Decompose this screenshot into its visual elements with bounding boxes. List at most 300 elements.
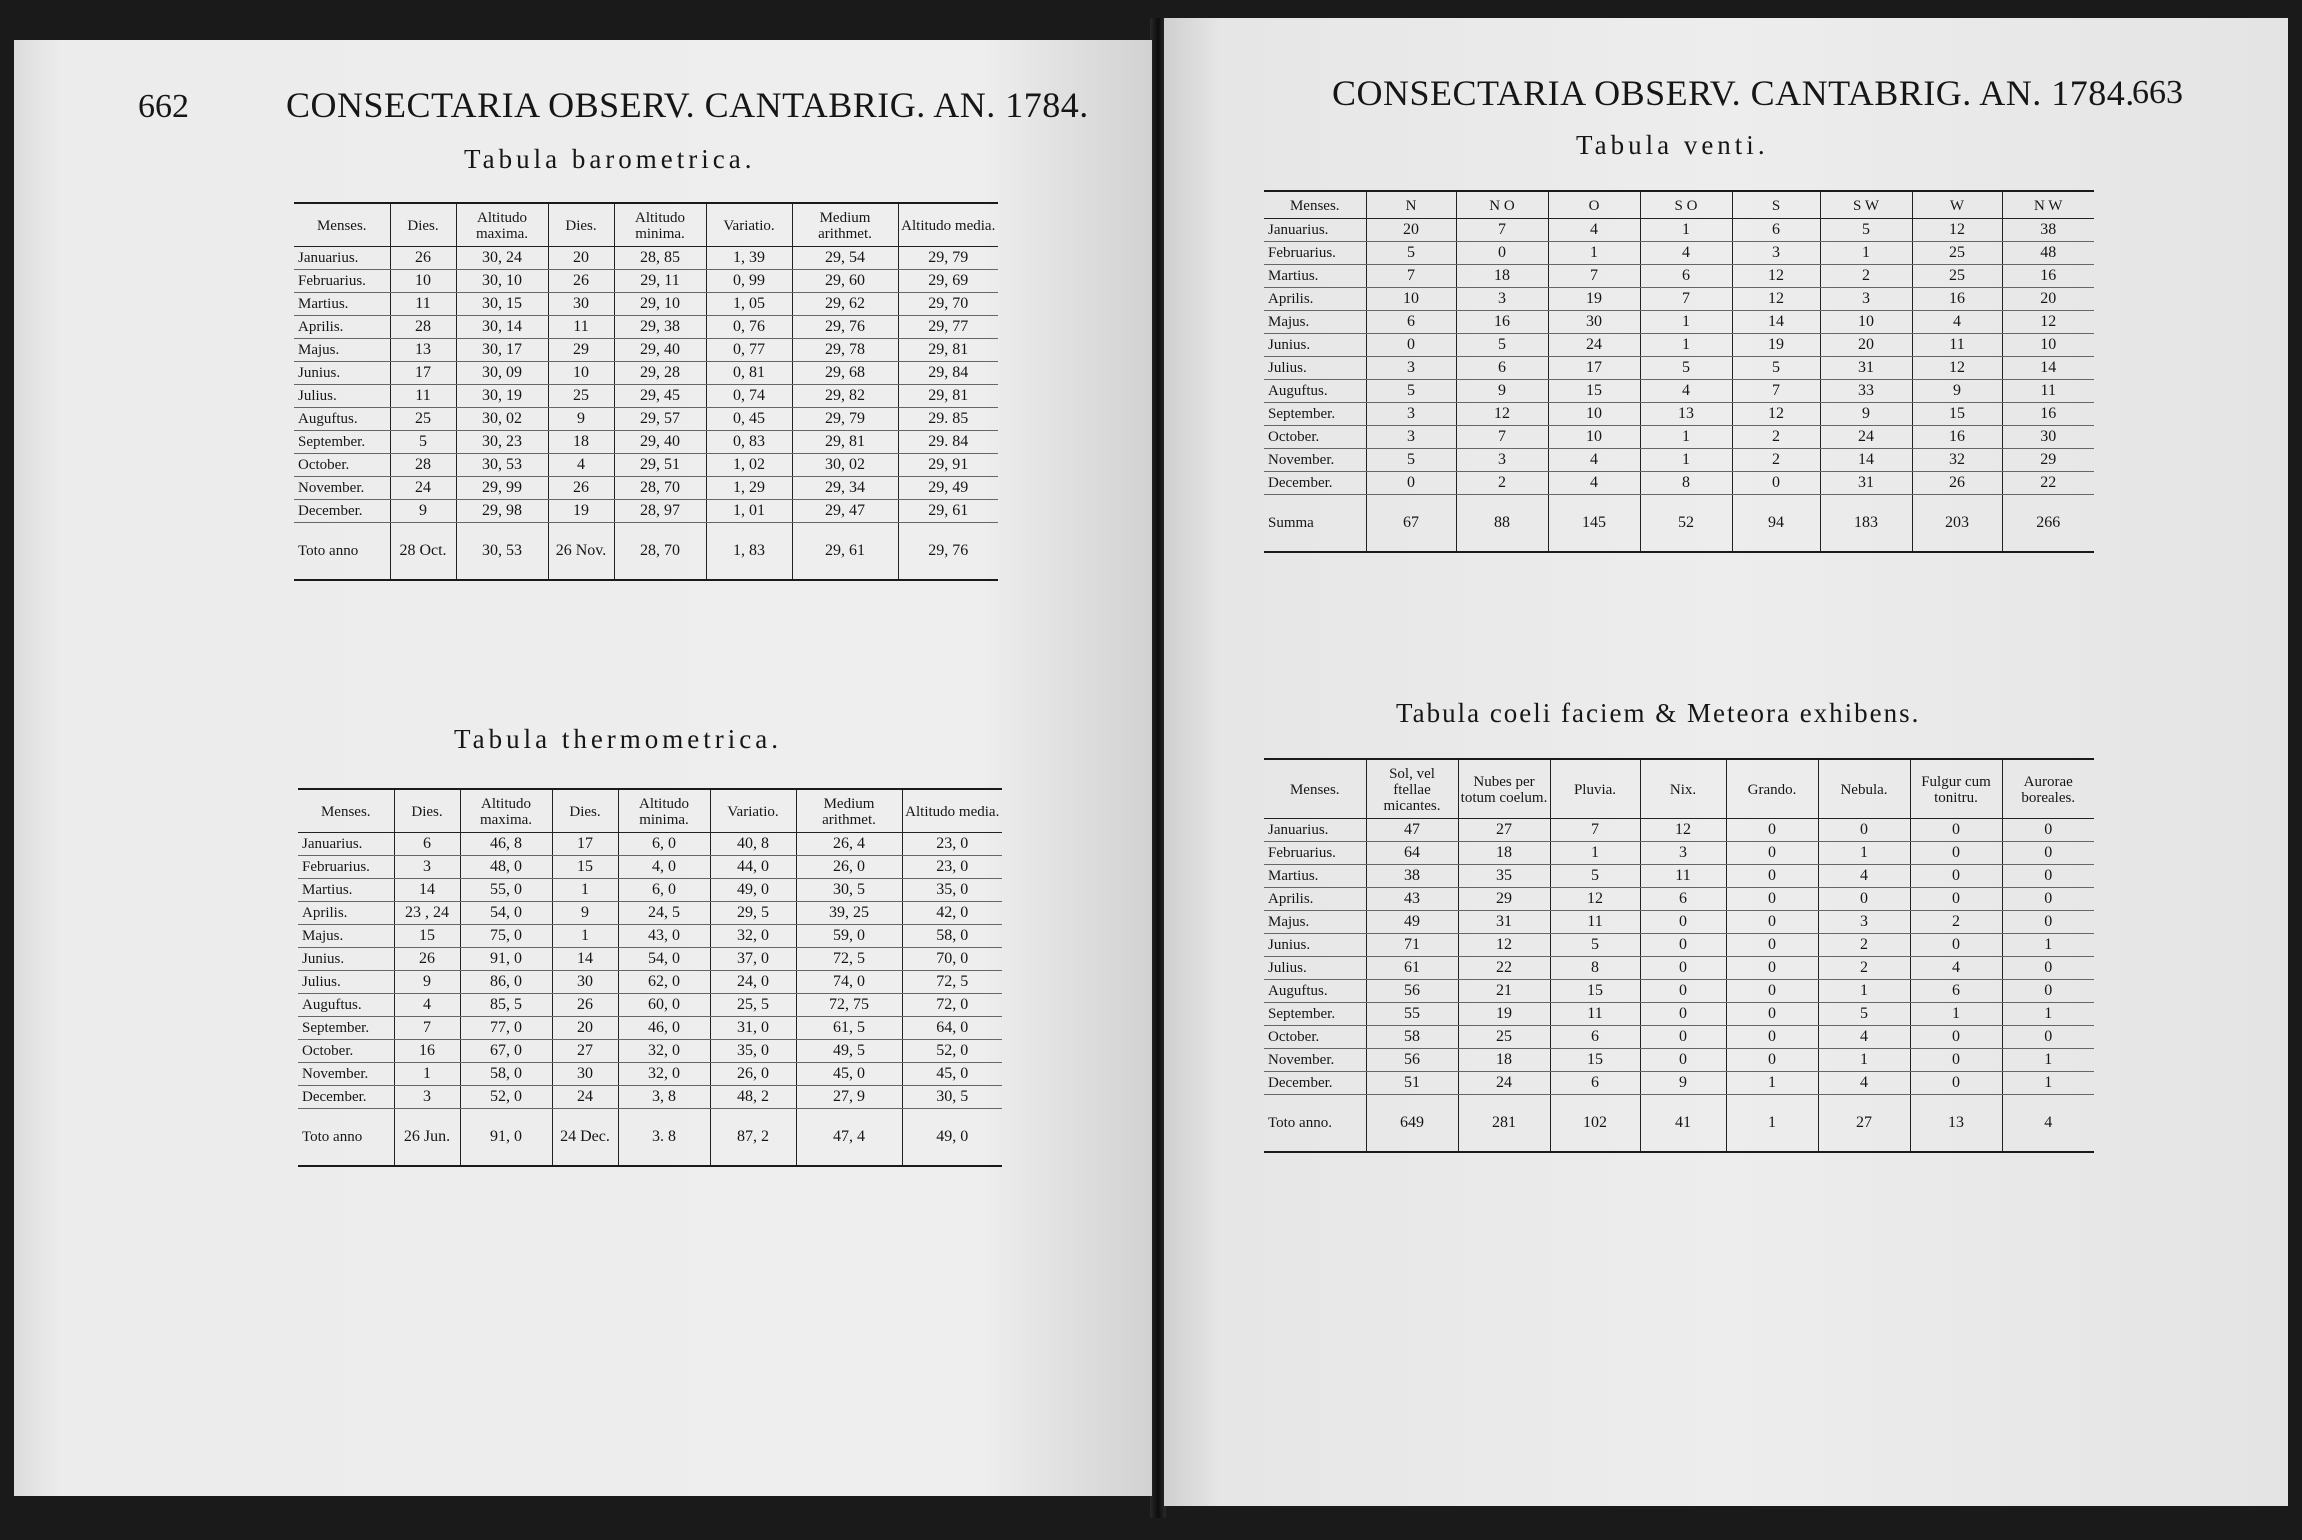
value-cell: 6 bbox=[1456, 357, 1548, 380]
table-row bbox=[294, 408, 998, 431]
value-cell: 4 bbox=[1910, 957, 2002, 980]
value-cell: 1 bbox=[1548, 242, 1640, 265]
value-cell: 26 bbox=[548, 270, 614, 293]
column-header: Altitudo maxima. bbox=[460, 789, 552, 833]
value-cell: 3 bbox=[1640, 842, 1726, 865]
value-cell: 2 bbox=[1820, 265, 1912, 288]
value-cell: 0 bbox=[1726, 957, 1818, 980]
column-header: S bbox=[1732, 191, 1820, 219]
total-cell: 67 bbox=[1366, 495, 1456, 553]
value-cell: 72, 5 bbox=[796, 948, 902, 971]
value-cell: 29, 99 bbox=[456, 477, 548, 500]
value-cell: 31 bbox=[1820, 357, 1912, 380]
table-header-row bbox=[1264, 759, 2094, 819]
value-cell: 0 bbox=[2002, 1026, 2094, 1049]
value-cell: 29, 79 bbox=[898, 247, 998, 270]
value-cell: 0 bbox=[2002, 888, 2094, 911]
total-label: Toto anno bbox=[294, 523, 390, 581]
value-cell: 0, 74 bbox=[706, 385, 792, 408]
total-cell: 203 bbox=[1912, 495, 2002, 553]
table-row bbox=[294, 477, 998, 500]
table-row bbox=[294, 454, 998, 477]
table-row bbox=[294, 500, 998, 523]
column-header: S W bbox=[1820, 191, 1912, 219]
month-cell: Martius. bbox=[1264, 265, 1366, 288]
value-cell: 4 bbox=[1548, 449, 1640, 472]
running-head: CONSECTARIA OBSERV. CANTABRIG. AN. 1784. bbox=[1332, 73, 2135, 113]
value-cell: 28, 97 bbox=[614, 500, 706, 523]
value-cell: 7 bbox=[394, 1017, 460, 1040]
value-cell: 0, 77 bbox=[706, 339, 792, 362]
value-cell: 24 bbox=[390, 477, 456, 500]
value-cell: 9 bbox=[394, 971, 460, 994]
value-cell: 29, 38 bbox=[614, 316, 706, 339]
value-cell: 29, 11 bbox=[614, 270, 706, 293]
value-cell: 29, 40 bbox=[614, 339, 706, 362]
value-cell: 59, 0 bbox=[796, 925, 902, 948]
table-row bbox=[294, 385, 998, 408]
value-cell: 1, 02 bbox=[706, 454, 792, 477]
value-cell: 24 bbox=[1548, 334, 1640, 357]
value-cell: 3 bbox=[1732, 242, 1820, 265]
value-cell: 29, 62 bbox=[792, 293, 898, 316]
total-cell: 1, 83 bbox=[706, 523, 792, 581]
value-cell: 4 bbox=[1548, 219, 1640, 242]
value-cell: 20 bbox=[1820, 334, 1912, 357]
value-cell: 0 bbox=[1640, 980, 1726, 1003]
column-header: Dies. bbox=[552, 789, 618, 833]
value-cell: 29. 84 bbox=[898, 431, 998, 454]
table-row bbox=[1264, 980, 2094, 1003]
month-cell: Junius. bbox=[294, 362, 390, 385]
value-cell: 26 bbox=[1912, 472, 2002, 495]
table-row bbox=[298, 971, 1002, 994]
month-cell: Aprilis. bbox=[298, 902, 394, 925]
total-cell: 266 bbox=[2002, 495, 2094, 553]
month-cell: Junius. bbox=[1264, 334, 1366, 357]
table-header-row bbox=[294, 203, 998, 247]
value-cell: 0, 83 bbox=[706, 431, 792, 454]
value-cell: 1 bbox=[2002, 1072, 2094, 1095]
total-cell: 145 bbox=[1548, 495, 1640, 553]
table-row bbox=[1264, 403, 2094, 426]
table-row bbox=[1264, 957, 2094, 980]
table-row bbox=[1264, 888, 2094, 911]
month-cell: Aprilis. bbox=[1264, 288, 1366, 311]
value-cell: 52, 0 bbox=[460, 1086, 552, 1109]
value-cell: 1 bbox=[1818, 1049, 1910, 1072]
value-cell: 91, 0 bbox=[460, 948, 552, 971]
total-cell: 29, 61 bbox=[792, 523, 898, 581]
table-row bbox=[294, 293, 998, 316]
column-header: N O bbox=[1456, 191, 1548, 219]
value-cell: 29, 68 bbox=[792, 362, 898, 385]
month-cell: Februarius. bbox=[294, 270, 390, 293]
value-cell: 24 bbox=[1458, 1072, 1550, 1095]
value-cell: 48, 0 bbox=[460, 856, 552, 879]
total-cell: 28 Oct. bbox=[390, 523, 456, 581]
column-header: Altitudo media. bbox=[902, 789, 1002, 833]
value-cell: 1 bbox=[394, 1063, 460, 1086]
value-cell: 30, 02 bbox=[456, 408, 548, 431]
value-cell: 0 bbox=[2002, 865, 2094, 888]
column-header: Variatio. bbox=[710, 789, 796, 833]
value-cell: 6 bbox=[1640, 888, 1726, 911]
value-cell: 51 bbox=[1366, 1072, 1458, 1095]
value-cell: 9 bbox=[552, 902, 618, 925]
month-cell: November. bbox=[1264, 449, 1366, 472]
value-cell: 0 bbox=[1640, 1026, 1726, 1049]
value-cell: 11 bbox=[548, 316, 614, 339]
value-cell: 5 bbox=[390, 431, 456, 454]
table-row bbox=[1264, 311, 2094, 334]
month-cell: Majus. bbox=[1264, 311, 1366, 334]
value-cell: 10 bbox=[1548, 403, 1640, 426]
value-cell: 9 bbox=[1912, 380, 2002, 403]
table-row bbox=[1264, 449, 2094, 472]
month-cell: October. bbox=[1264, 1026, 1366, 1049]
month-cell: October. bbox=[1264, 426, 1366, 449]
value-cell: 0 bbox=[1726, 1026, 1818, 1049]
value-cell: 11 bbox=[1550, 1003, 1640, 1026]
table-row bbox=[294, 339, 998, 362]
value-cell: 12 bbox=[1912, 219, 2002, 242]
page-number: 663 bbox=[2132, 74, 2183, 111]
value-cell: 24 bbox=[1820, 426, 1912, 449]
value-cell: 48 bbox=[2002, 242, 2094, 265]
value-cell: 0, 76 bbox=[706, 316, 792, 339]
total-cell: 281 bbox=[1458, 1095, 1550, 1153]
total-cell: 28, 70 bbox=[614, 523, 706, 581]
value-cell: 29, 81 bbox=[898, 339, 998, 362]
value-cell: 0 bbox=[1910, 1049, 2002, 1072]
value-cell: 25 bbox=[1912, 242, 2002, 265]
value-cell: 12 bbox=[1732, 403, 1820, 426]
venti-table bbox=[1264, 190, 2094, 553]
value-cell: 1 bbox=[1640, 334, 1732, 357]
value-cell: 10 bbox=[1548, 426, 1640, 449]
value-cell: 58, 0 bbox=[460, 1063, 552, 1086]
table-header-row bbox=[298, 789, 1002, 833]
total-cell: 649 bbox=[1366, 1095, 1458, 1153]
value-cell: 1 bbox=[1726, 1072, 1818, 1095]
value-cell: 29, 98 bbox=[456, 500, 548, 523]
table-row bbox=[298, 994, 1002, 1017]
column-header: N W bbox=[2002, 191, 2094, 219]
value-cell: 1 bbox=[1640, 311, 1732, 334]
value-cell: 0, 45 bbox=[706, 408, 792, 431]
value-cell: 12 bbox=[2002, 311, 2094, 334]
value-cell: 0 bbox=[2002, 819, 2094, 842]
month-cell: Julius. bbox=[1264, 957, 1366, 980]
value-cell: 7 bbox=[1548, 265, 1640, 288]
value-cell: 31, 0 bbox=[710, 1017, 796, 1040]
month-cell: November. bbox=[298, 1063, 394, 1086]
value-cell: 8 bbox=[1550, 957, 1640, 980]
value-cell: 42, 0 bbox=[902, 902, 1002, 925]
value-cell: 0 bbox=[1726, 865, 1818, 888]
column-header: Pluvia. bbox=[1550, 759, 1640, 819]
value-cell: 14 bbox=[394, 879, 460, 902]
value-cell: 13 bbox=[1640, 403, 1732, 426]
month-cell: October. bbox=[294, 454, 390, 477]
column-header: Menses. bbox=[1264, 191, 1366, 219]
table-row bbox=[1264, 1072, 2094, 1095]
value-cell: 1, 29 bbox=[706, 477, 792, 500]
value-cell: 18 bbox=[1456, 265, 1548, 288]
value-cell: 85, 5 bbox=[460, 994, 552, 1017]
value-cell: 26 bbox=[552, 994, 618, 1017]
value-cell: 64, 0 bbox=[902, 1017, 1002, 1040]
value-cell: 28, 85 bbox=[614, 247, 706, 270]
column-header: Sol, vel ftellae micantes. bbox=[1366, 759, 1458, 819]
table-row bbox=[298, 833, 1002, 856]
month-cell: Januarius. bbox=[298, 833, 394, 856]
value-cell: 18 bbox=[548, 431, 614, 454]
value-cell: 5 bbox=[1366, 242, 1456, 265]
table-row bbox=[1264, 288, 2094, 311]
value-cell: 1 bbox=[1818, 842, 1910, 865]
value-cell: 26 bbox=[394, 948, 460, 971]
value-cell: 10 bbox=[548, 362, 614, 385]
value-cell: 20 bbox=[548, 247, 614, 270]
value-cell: 0 bbox=[2002, 957, 2094, 980]
value-cell: 2 bbox=[1732, 449, 1820, 472]
month-cell: Januarius. bbox=[1264, 819, 1366, 842]
month-cell: Martius. bbox=[298, 879, 394, 902]
value-cell: 5 bbox=[1456, 334, 1548, 357]
table-row bbox=[294, 362, 998, 385]
total-label: Summa bbox=[1264, 495, 1366, 553]
value-cell: 3 bbox=[394, 856, 460, 879]
value-cell: 43 bbox=[1366, 888, 1458, 911]
value-cell: 25, 5 bbox=[710, 994, 796, 1017]
value-cell: 5 bbox=[1640, 357, 1732, 380]
value-cell: 7 bbox=[1456, 426, 1548, 449]
column-header: N bbox=[1366, 191, 1456, 219]
value-cell: 10 bbox=[1820, 311, 1912, 334]
value-cell: 2 bbox=[1456, 472, 1548, 495]
value-cell: 1, 01 bbox=[706, 500, 792, 523]
value-cell: 47 bbox=[1366, 819, 1458, 842]
table-row bbox=[294, 247, 998, 270]
value-cell: 1 bbox=[2002, 1049, 2094, 1072]
value-cell: 30 bbox=[1548, 311, 1640, 334]
table-row bbox=[1264, 842, 2094, 865]
total-cell: 3. 8 bbox=[618, 1109, 710, 1167]
value-cell: 6 bbox=[1640, 265, 1732, 288]
table-row bbox=[1264, 357, 2094, 380]
value-cell: 49, 0 bbox=[710, 879, 796, 902]
value-cell: 7 bbox=[1366, 265, 1456, 288]
value-cell: 46, 8 bbox=[460, 833, 552, 856]
value-cell: 0 bbox=[1910, 888, 2002, 911]
value-cell: 48, 2 bbox=[710, 1086, 796, 1109]
value-cell: 29 bbox=[548, 339, 614, 362]
value-cell: 0, 99 bbox=[706, 270, 792, 293]
value-cell: 15 bbox=[1550, 980, 1640, 1003]
value-cell: 20 bbox=[2002, 288, 2094, 311]
value-cell: 26 bbox=[390, 247, 456, 270]
value-cell: 6 bbox=[1366, 311, 1456, 334]
value-cell: 26, 4 bbox=[796, 833, 902, 856]
column-header: Nubes per totum coelum. bbox=[1458, 759, 1550, 819]
value-cell: 7 bbox=[1550, 819, 1640, 842]
month-cell: Julius. bbox=[1264, 357, 1366, 380]
value-cell: 0 bbox=[1910, 842, 2002, 865]
value-cell: 29. 85 bbox=[898, 408, 998, 431]
month-cell: October. bbox=[298, 1040, 394, 1063]
value-cell: 1 bbox=[552, 879, 618, 902]
value-cell: 77, 0 bbox=[460, 1017, 552, 1040]
value-cell: 29, 69 bbox=[898, 270, 998, 293]
value-cell: 2 bbox=[1732, 426, 1820, 449]
value-cell: 1 bbox=[1640, 449, 1732, 472]
value-cell: 30, 5 bbox=[902, 1086, 1002, 1109]
month-cell: December. bbox=[298, 1086, 394, 1109]
value-cell: 46, 0 bbox=[618, 1017, 710, 1040]
value-cell: 1 bbox=[552, 925, 618, 948]
value-cell: 3 bbox=[1820, 288, 1912, 311]
value-cell: 12 bbox=[1912, 357, 2002, 380]
value-cell: 1 bbox=[1640, 426, 1732, 449]
value-cell: 0 bbox=[1910, 865, 2002, 888]
value-cell: 26, 0 bbox=[710, 1063, 796, 1086]
value-cell: 3 bbox=[1366, 403, 1456, 426]
value-cell: 9 bbox=[390, 500, 456, 523]
value-cell: 4 bbox=[1640, 242, 1732, 265]
value-cell: 0 bbox=[1910, 819, 2002, 842]
value-cell: 27 bbox=[1458, 819, 1550, 842]
total-label: Toto anno bbox=[298, 1109, 394, 1167]
table-row bbox=[1264, 1026, 2094, 1049]
venti-caption: Tabula venti. bbox=[1576, 130, 1769, 160]
table-row bbox=[298, 1017, 1002, 1040]
value-cell: 26, 0 bbox=[796, 856, 902, 879]
table-row bbox=[1264, 334, 2094, 357]
column-header: Nix. bbox=[1640, 759, 1726, 819]
total-cell: 47, 4 bbox=[796, 1109, 902, 1167]
value-cell: 35, 0 bbox=[710, 1040, 796, 1063]
value-cell: 2 bbox=[1818, 957, 1910, 980]
value-cell: 6 bbox=[394, 833, 460, 856]
value-cell: 30, 10 bbox=[456, 270, 548, 293]
value-cell: 15 bbox=[1550, 1049, 1640, 1072]
total-cell: 26 Nov. bbox=[548, 523, 614, 581]
value-cell: 49, 5 bbox=[796, 1040, 902, 1063]
value-cell: 30, 09 bbox=[456, 362, 548, 385]
value-cell: 30, 14 bbox=[456, 316, 548, 339]
value-cell: 27 bbox=[552, 1040, 618, 1063]
total-cell: 24 Dec. bbox=[552, 1109, 618, 1167]
value-cell: 0 bbox=[1818, 819, 1910, 842]
total-row bbox=[1264, 1095, 2094, 1153]
value-cell: 29, 81 bbox=[898, 385, 998, 408]
table-row bbox=[294, 316, 998, 339]
value-cell: 1 bbox=[1640, 219, 1732, 242]
value-cell: 11 bbox=[1912, 334, 2002, 357]
total-cell: 1 bbox=[1726, 1095, 1818, 1153]
value-cell: 54, 0 bbox=[460, 902, 552, 925]
value-cell: 11 bbox=[1640, 865, 1726, 888]
value-cell: 30, 5 bbox=[796, 879, 902, 902]
thermometrica-caption: Tabula thermometrica. bbox=[454, 724, 783, 754]
value-cell: 0 bbox=[1640, 1003, 1726, 1026]
value-cell: 0 bbox=[1640, 957, 1726, 980]
value-cell: 25 bbox=[1912, 265, 2002, 288]
total-cell: 183 bbox=[1820, 495, 1912, 553]
month-cell: Auguftus. bbox=[1264, 980, 1366, 1003]
value-cell: 6, 0 bbox=[618, 879, 710, 902]
value-cell: 0 bbox=[1910, 1026, 2002, 1049]
value-cell: 30, 24 bbox=[456, 247, 548, 270]
value-cell: 35, 0 bbox=[902, 879, 1002, 902]
value-cell: 4 bbox=[1640, 380, 1732, 403]
value-cell: 0 bbox=[1818, 888, 1910, 911]
month-cell: Martius. bbox=[294, 293, 390, 316]
value-cell: 3 bbox=[1456, 288, 1548, 311]
value-cell: 16 bbox=[1912, 288, 2002, 311]
value-cell: 45, 0 bbox=[796, 1063, 902, 1086]
column-header: Medium arithmet. bbox=[792, 203, 898, 247]
value-cell: 5 bbox=[1732, 357, 1820, 380]
value-cell: 52, 0 bbox=[902, 1040, 1002, 1063]
value-cell: 4, 0 bbox=[618, 856, 710, 879]
month-cell: Auguftus. bbox=[294, 408, 390, 431]
value-cell: 7 bbox=[1640, 288, 1732, 311]
value-cell: 29, 5 bbox=[710, 902, 796, 925]
table-row bbox=[294, 270, 998, 293]
value-cell: 2 bbox=[1910, 911, 2002, 934]
thermometrica-table bbox=[298, 788, 1002, 1167]
value-cell: 0 bbox=[1910, 934, 2002, 957]
value-cell: 62, 0 bbox=[618, 971, 710, 994]
month-cell: September. bbox=[1264, 1003, 1366, 1026]
value-cell: 4 bbox=[1912, 311, 2002, 334]
value-cell: 0 bbox=[1366, 472, 1456, 495]
table-row bbox=[1264, 242, 2094, 265]
value-cell: 1 bbox=[1910, 1003, 2002, 1026]
total-cell: 94 bbox=[1732, 495, 1820, 553]
table-row bbox=[298, 948, 1002, 971]
value-cell: 16 bbox=[2002, 403, 2094, 426]
table-row bbox=[1264, 865, 2094, 888]
value-cell: 29, 61 bbox=[898, 500, 998, 523]
month-cell: Aprilis. bbox=[294, 316, 390, 339]
value-cell: 22 bbox=[1458, 957, 1550, 980]
value-cell: 3 bbox=[1456, 449, 1548, 472]
table-row bbox=[1264, 380, 2094, 403]
value-cell: 30, 53 bbox=[456, 454, 548, 477]
table-row bbox=[298, 1063, 1002, 1086]
month-cell: Julius. bbox=[298, 971, 394, 994]
total-cell: 30, 53 bbox=[456, 523, 548, 581]
value-cell: 32, 0 bbox=[618, 1063, 710, 1086]
value-cell: 17 bbox=[552, 833, 618, 856]
value-cell: 10 bbox=[2002, 334, 2094, 357]
value-cell: 29, 84 bbox=[898, 362, 998, 385]
value-cell: 12 bbox=[1458, 934, 1550, 957]
value-cell: 12 bbox=[1640, 819, 1726, 842]
value-cell: 28 bbox=[390, 454, 456, 477]
total-cell: 52 bbox=[1640, 495, 1732, 553]
value-cell: 20 bbox=[1366, 219, 1456, 242]
value-cell: 21 bbox=[1458, 980, 1550, 1003]
value-cell: 58 bbox=[1366, 1026, 1458, 1049]
column-header: Dies. bbox=[394, 789, 460, 833]
month-cell: December. bbox=[1264, 472, 1366, 495]
value-cell: 2 bbox=[1818, 934, 1910, 957]
